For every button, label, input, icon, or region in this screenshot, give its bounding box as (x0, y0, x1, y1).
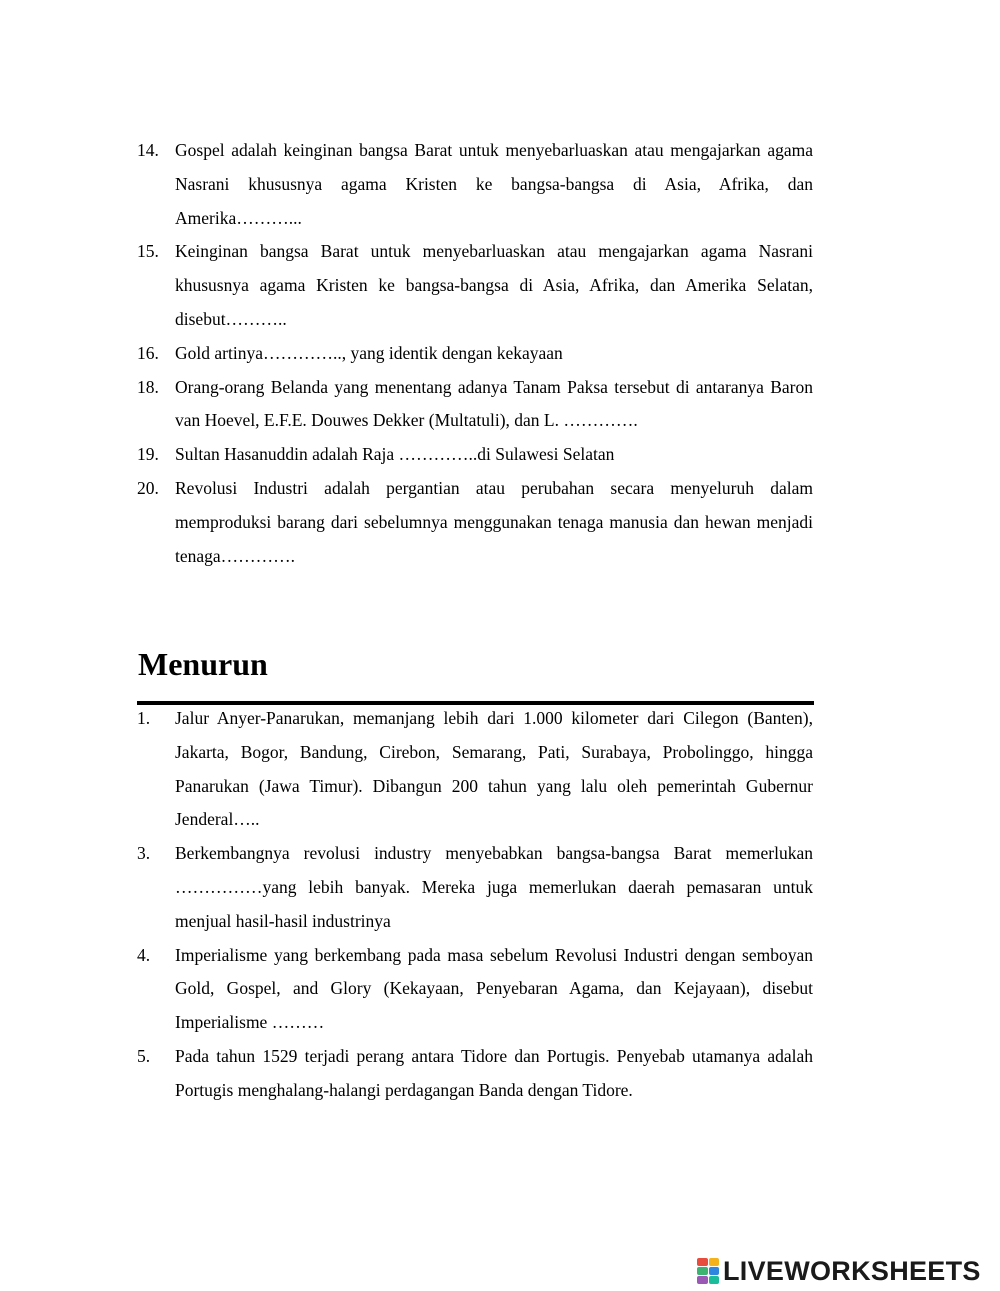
section-heading-down: Menurun (138, 646, 268, 682)
clue-number: 3. (137, 843, 151, 864)
clue-text: Keinginan bangsa Barat untuk menyebarluaskan atau mengajarkan agama Nasrani khususnya agama Kristen ke bangsa-bangsa di Asia, Afrika, dan Amerika Selatan, disebut……….. (175, 241, 813, 329)
clue-text: Gospel adalah keinginan bangsa Barat untuk menyebarluaskan atau mengajarkan agama Nasrani khususnya agama Kristen ke bangsa-bangsa di Asia, Afrika, dan Amerika………... (175, 140, 813, 228)
clue-text: Imperialisme yang berkembang pada masa sebelum Revolusi Industri dengan semboyan Gold, Gospel, and Glory (Kekayaan, Penyebaran Agama, dan Kejayaan), disebut Imperialisme ……… (175, 944, 813, 1033)
logo-block (697, 1258, 708, 1266)
clue-text: Gold artinya………….., yang identik dengan kekayaan (175, 342, 563, 363)
clue-text: Orang-orang Belanda yang menentang adanya Tanam Paksa tersebut di antaranya Baron van Hoevel, E.F.E. Douwes Dekker (Multatuli), dan L. …………. (175, 376, 813, 431)
liveworksheets-brand (697, 1256, 981, 1286)
brand-wordmark: LIVEWORKSHEETS (723, 1256, 981, 1286)
clue-item (137, 134, 813, 235)
across-clue-list (137, 134, 813, 573)
logo-block (697, 1267, 708, 1275)
clue-text: Revolusi Industri adalah pergantian atau perubahan secara menyeluruh dalam memproduksi barang dari sebelumnya menggunakan tenaga manusia dan hewan menjadi tenaga…………. (175, 477, 813, 566)
clue-text: Pada tahun 1529 terjadi perang antara Tidore dan Portugis. Penyebab utamanya adalah Portugis menghalang-halangi perdagangan Banda dengan Tidore. (175, 1045, 813, 1100)
clue-item (137, 235, 813, 336)
clue-item (137, 472, 813, 573)
logo-block (709, 1258, 720, 1266)
clue-number: 19. (137, 444, 159, 465)
clue-number: 5. (137, 1045, 151, 1066)
clue-number: 15. (137, 241, 159, 262)
clue-text: Sultan Hasanuddin adalah Raja …………..di Sulawesi Selatan (175, 444, 615, 465)
clue-number: 1. (137, 708, 151, 728)
clue-number: 4. (137, 944, 151, 965)
logo-block (709, 1276, 720, 1284)
liveworksheets-logo-icon (697, 1258, 719, 1284)
clue-text: Jalur Anyer-Panarukan, memanjang lebih dari 1.000 kilometer dari Cilegon (Banten), Jakarta, Bogor, Bandung, Cirebon, Semarang, Pati, Surabaya, Probolinggo, hingga Panarukan (Jawa Timur). Dibangun 200 tahun yang lalu oleh pemerintah Gubernur Jenderal….. (175, 708, 813, 830)
clue-item (137, 837, 813, 938)
clue-number: 16. (137, 342, 159, 363)
clue-item (137, 337, 813, 371)
clue-number: 20. (137, 477, 159, 498)
clue-item (137, 939, 813, 1040)
clue-item (137, 702, 813, 837)
clue-text: Berkembangnya revolusi industry menyebabkan bangsa-bangsa Barat memerlukan ……………yang lebih banyak. Mereka juga memerlukan daerah pemasaran untuk menjual hasil-hasil industrinya (175, 843, 813, 931)
logo-block (709, 1267, 720, 1275)
down-clue-list (137, 702, 813, 1108)
clue-item (137, 438, 813, 472)
clue-item (137, 1040, 813, 1108)
clue-number: 18. (137, 376, 159, 397)
clue-item (137, 371, 813, 439)
logo-block (697, 1276, 708, 1284)
clue-number: 14. (137, 140, 159, 160)
